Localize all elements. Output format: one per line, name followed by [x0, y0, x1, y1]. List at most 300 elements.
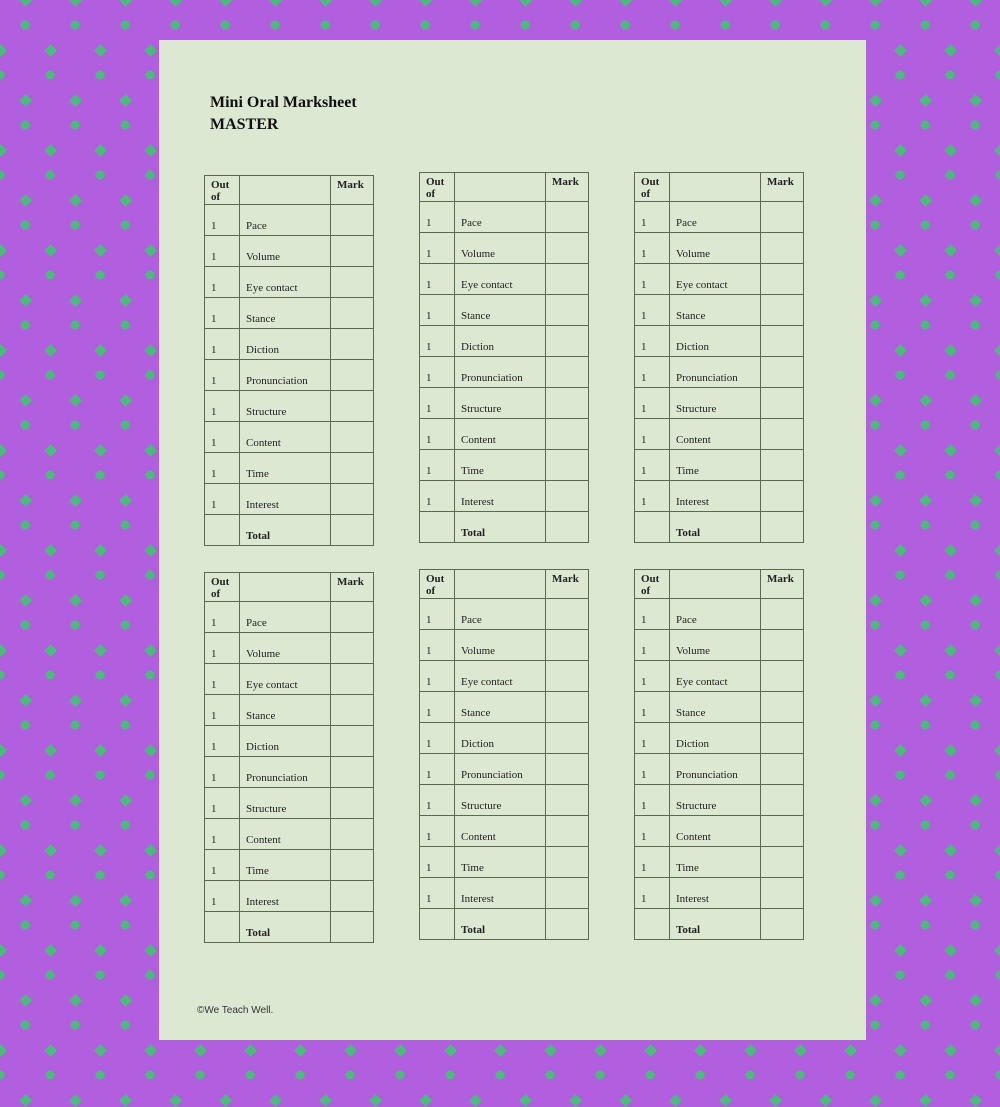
diamond-dot	[119, 194, 132, 207]
mark-cell[interactable]	[546, 264, 589, 295]
diamond-dot	[44, 44, 57, 57]
diamond-dot	[169, 1094, 182, 1107]
out-of-cell: 1	[205, 329, 240, 360]
diamond-dot	[94, 544, 107, 557]
mark-cell[interactable]	[546, 388, 589, 419]
diamond-dot	[244, 1044, 257, 1057]
table-row	[635, 233, 804, 264]
table-row	[205, 819, 374, 850]
out-of-cell: 1	[635, 233, 670, 264]
criterion-cell: Stance	[455, 692, 546, 723]
diamond-dot	[969, 794, 982, 807]
diamond-dot	[944, 144, 957, 157]
out-of-cell: 1	[420, 785, 455, 816]
diamond-dot	[944, 344, 957, 357]
mark-cell[interactable]	[331, 267, 374, 298]
total-mark-cell[interactable]	[761, 512, 804, 543]
mark-cell[interactable]	[546, 785, 589, 816]
mark-cell[interactable]	[331, 757, 374, 788]
out-of-cell: 1	[420, 326, 455, 357]
diamond-dot	[869, 394, 882, 407]
table-row	[635, 202, 804, 233]
header-mark: Mark	[546, 173, 589, 202]
criterion-cell: Eye contact	[455, 264, 546, 295]
diamond-dot	[119, 894, 132, 907]
diamond-dot	[0, 44, 7, 57]
table-header-row	[635, 570, 804, 599]
diamond-dot	[544, 1044, 557, 1057]
marksheet-table-1	[204, 175, 374, 546]
diamond-dot	[19, 494, 32, 507]
mark-cell[interactable]	[761, 326, 804, 357]
criterion-cell: Volume	[455, 233, 546, 264]
mark-cell[interactable]	[546, 630, 589, 661]
mark-cell[interactable]	[331, 298, 374, 329]
diamond-dot	[744, 1044, 757, 1057]
out-of-cell: 1	[635, 785, 670, 816]
diamond-dot	[994, 44, 1000, 57]
table-row	[635, 692, 804, 723]
criterion-cell: Pronunciation	[670, 357, 761, 388]
mark-cell[interactable]	[331, 726, 374, 757]
out-of-cell: 1	[205, 484, 240, 515]
diamond-dot	[969, 94, 982, 107]
diamond-dot	[769, 0, 782, 7]
out-of-cell: 1	[635, 295, 670, 326]
table-row	[635, 450, 804, 481]
table-row	[205, 205, 374, 236]
mark-cell[interactable]	[331, 664, 374, 695]
diamond-dot	[144, 1044, 157, 1057]
diamond-dot	[144, 644, 157, 657]
mark-cell[interactable]	[546, 847, 589, 878]
criterion-cell: Pace	[670, 599, 761, 630]
out-of-cell: 1	[420, 264, 455, 295]
diamond-dot	[894, 544, 907, 557]
out-of-cell: 1	[635, 264, 670, 295]
diamond-dot	[19, 0, 32, 7]
mark-cell[interactable]	[761, 630, 804, 661]
mark-cell[interactable]	[761, 264, 804, 295]
out-of-cell: 1	[635, 419, 670, 450]
diamond-dot	[144, 844, 157, 857]
out-of-cell	[635, 512, 670, 543]
out-of-cell: 1	[420, 723, 455, 754]
criterion-cell: Interest	[455, 878, 546, 909]
table-row	[420, 419, 589, 450]
criterion-cell: Time	[240, 453, 331, 484]
diamond-dot	[994, 644, 1000, 657]
table-header-row	[635, 173, 804, 202]
criterion-cell: Eye contact	[240, 267, 331, 298]
diamond-dot	[869, 0, 882, 7]
diamond-dot	[369, 1094, 382, 1107]
mark-cell[interactable]	[546, 450, 589, 481]
table-row	[205, 267, 374, 298]
table-row	[205, 391, 374, 422]
out-of-cell: 1	[635, 723, 670, 754]
diamond-dot	[69, 694, 82, 707]
out-of-cell: 1	[635, 816, 670, 847]
mark-cell[interactable]	[761, 599, 804, 630]
out-of-cell	[205, 912, 240, 943]
criterion-cell: Pace	[455, 599, 546, 630]
diamond-dot	[419, 1094, 432, 1107]
diamond-dot	[44, 1044, 57, 1057]
diamond-dot	[944, 944, 957, 957]
out-of-cell: 1	[205, 602, 240, 633]
criterion-cell: Interest	[670, 481, 761, 512]
table-row	[420, 326, 589, 357]
diamond-dot	[119, 594, 132, 607]
diamond-dot	[969, 494, 982, 507]
mark-cell[interactable]	[546, 419, 589, 450]
criterion-cell: Time	[670, 847, 761, 878]
diamond-dot	[944, 444, 957, 457]
out-of-cell: 1	[205, 757, 240, 788]
marksheet-table-6	[634, 569, 804, 940]
diamond-dot	[869, 894, 882, 907]
table-row	[205, 329, 374, 360]
diamond-dot	[219, 0, 232, 7]
diamond-dot	[919, 994, 932, 1007]
diamond-dot	[394, 1044, 407, 1057]
mark-cell[interactable]	[546, 692, 589, 723]
total-mark-cell[interactable]	[546, 512, 589, 543]
diamond-dot	[19, 694, 32, 707]
table-header-row	[420, 173, 589, 202]
mark-cell[interactable]	[546, 233, 589, 264]
mark-cell[interactable]	[546, 202, 589, 233]
total-mark-cell[interactable]	[331, 912, 374, 943]
out-of-cell: 1	[205, 360, 240, 391]
mark-cell[interactable]	[546, 357, 589, 388]
criterion-cell: Content	[240, 422, 331, 453]
criterion-cell: Structure	[670, 785, 761, 816]
criterion-cell: Volume	[670, 233, 761, 264]
criterion-cell: Time	[455, 847, 546, 878]
out-of-cell: 1	[420, 692, 455, 723]
diamond-dot	[19, 1094, 32, 1107]
table-row	[635, 295, 804, 326]
header-out-of: Out of	[205, 176, 240, 205]
mark-cell[interactable]	[761, 692, 804, 723]
mark-cell[interactable]	[546, 816, 589, 847]
table-row	[420, 599, 589, 630]
total-row	[205, 515, 374, 546]
mark-cell[interactable]	[331, 422, 374, 453]
criterion-cell: Pronunciation	[240, 360, 331, 391]
table-row	[635, 754, 804, 785]
out-of-cell: 1	[635, 630, 670, 661]
mark-cell[interactable]	[761, 754, 804, 785]
mark-cell[interactable]	[761, 202, 804, 233]
mark-cell[interactable]	[546, 326, 589, 357]
table-row	[205, 236, 374, 267]
criterion-cell: Eye contact	[240, 664, 331, 695]
criterion-cell: Interest	[240, 484, 331, 515]
page-title	[210, 92, 357, 136]
mark-cell[interactable]	[761, 661, 804, 692]
table-row	[420, 481, 589, 512]
table-row	[420, 785, 589, 816]
mark-cell[interactable]	[761, 878, 804, 909]
diamond-dot	[994, 344, 1000, 357]
out-of-cell: 1	[420, 754, 455, 785]
diamond-dot	[44, 544, 57, 557]
table-row	[635, 816, 804, 847]
table-row	[420, 233, 589, 264]
mark-cell[interactable]	[761, 419, 804, 450]
diamond-dot	[969, 294, 982, 307]
out-of-cell: 1	[205, 788, 240, 819]
header-out-of: Out of	[635, 570, 670, 599]
mark-cell[interactable]	[761, 388, 804, 419]
mark-cell[interactable]	[331, 819, 374, 850]
diamond-dot	[869, 294, 882, 307]
diamond-dot	[19, 994, 32, 1007]
out-of-cell: 1	[635, 847, 670, 878]
table-row	[205, 484, 374, 515]
diamond-dot	[869, 494, 882, 507]
mark-cell[interactable]	[331, 329, 374, 360]
total-mark-cell[interactable]	[761, 909, 804, 940]
diamond-dot	[44, 344, 57, 357]
diamond-dot	[819, 1094, 832, 1107]
criterion-cell: Pace	[670, 202, 761, 233]
mark-cell[interactable]	[331, 633, 374, 664]
diamond-dot	[44, 144, 57, 157]
out-of-cell: 1	[420, 878, 455, 909]
copyright-footer: ©We Teach Well.	[197, 1005, 274, 1016]
diamond-dot	[519, 0, 532, 7]
diamond-dot	[944, 644, 957, 657]
diamond-dot	[169, 0, 182, 7]
mark-cell[interactable]	[761, 785, 804, 816]
diamond-dot	[69, 994, 82, 1007]
table-row	[420, 388, 589, 419]
mark-cell[interactable]	[546, 661, 589, 692]
diamond-dot	[19, 394, 32, 407]
out-of-cell: 1	[205, 298, 240, 329]
mark-cell[interactable]	[761, 295, 804, 326]
mark-cell[interactable]	[331, 236, 374, 267]
total-label: Total	[240, 515, 331, 546]
mark-cell[interactable]	[331, 881, 374, 912]
mark-cell[interactable]	[546, 481, 589, 512]
mark-cell[interactable]	[761, 481, 804, 512]
criterion-cell: Structure	[670, 388, 761, 419]
criterion-cell: Interest	[670, 878, 761, 909]
diamond-dot	[69, 494, 82, 507]
mark-cell[interactable]	[331, 391, 374, 422]
total-label: Total	[455, 909, 546, 940]
mark-cell[interactable]	[331, 788, 374, 819]
diamond-dot	[944, 544, 957, 557]
table-row	[420, 450, 589, 481]
diamond-dot	[569, 1094, 582, 1107]
out-of-cell: 1	[205, 236, 240, 267]
table-row	[420, 661, 589, 692]
diamond-dot	[119, 794, 132, 807]
mark-cell[interactable]	[546, 723, 589, 754]
mark-cell[interactable]	[331, 453, 374, 484]
criterion-cell: Stance	[240, 695, 331, 726]
out-of-cell: 1	[205, 633, 240, 664]
out-of-cell: 1	[205, 267, 240, 298]
diamond-dot	[69, 594, 82, 607]
header-mark: Mark	[546, 570, 589, 599]
table-row	[205, 453, 374, 484]
criterion-cell: Diction	[455, 723, 546, 754]
diamond-dot	[0, 944, 7, 957]
criterion-cell: Pace	[240, 205, 331, 236]
diamond-dot	[994, 944, 1000, 957]
diamond-dot	[969, 694, 982, 707]
diamond-dot	[294, 1044, 307, 1057]
total-label: Total	[240, 912, 331, 943]
mark-cell[interactable]	[761, 357, 804, 388]
table-row	[205, 757, 374, 788]
header-out-of: Out of	[420, 173, 455, 202]
mark-cell[interactable]	[761, 723, 804, 754]
diamond-dot	[419, 0, 432, 7]
diamond-dot	[144, 244, 157, 257]
diamond-dot	[944, 1044, 957, 1057]
diamond-dot	[669, 0, 682, 7]
diamond-dot	[94, 344, 107, 357]
diamond-dot	[894, 444, 907, 457]
total-row	[420, 909, 589, 940]
diamond-dot	[769, 1094, 782, 1107]
diamond-dot	[69, 94, 82, 107]
mark-cell[interactable]	[331, 484, 374, 515]
mark-cell[interactable]	[546, 754, 589, 785]
table-row	[420, 754, 589, 785]
table-row	[205, 422, 374, 453]
out-of-cell: 1	[420, 202, 455, 233]
diamond-dot	[144, 444, 157, 457]
diamond-dot	[94, 244, 107, 257]
criterion-cell: Interest	[240, 881, 331, 912]
mark-cell[interactable]	[546, 295, 589, 326]
out-of-cell: 1	[205, 850, 240, 881]
diamond-dot	[44, 744, 57, 757]
diamond-dot	[44, 944, 57, 957]
mark-cell[interactable]	[761, 450, 804, 481]
diamond-dot	[69, 194, 82, 207]
diamond-dot	[994, 244, 1000, 257]
out-of-cell: 1	[205, 726, 240, 757]
total-label: Total	[670, 512, 761, 543]
out-of-cell: 1	[420, 847, 455, 878]
table-row	[635, 357, 804, 388]
mark-cell[interactable]	[546, 599, 589, 630]
out-of-cell: 1	[420, 419, 455, 450]
diamond-dot	[944, 244, 957, 257]
table-row	[635, 326, 804, 357]
mark-cell[interactable]	[761, 816, 804, 847]
diamond-dot	[94, 744, 107, 757]
marksheet-table-5	[419, 569, 589, 940]
mark-cell[interactable]	[761, 847, 804, 878]
mark-cell[interactable]	[331, 695, 374, 726]
criterion-cell: Structure	[240, 391, 331, 422]
out-of-cell: 1	[420, 357, 455, 388]
table-row	[635, 388, 804, 419]
diamond-dot	[994, 744, 1000, 757]
diamond-dot	[894, 644, 907, 657]
total-mark-cell[interactable]	[331, 515, 374, 546]
out-of-cell: 1	[205, 695, 240, 726]
diamond-dot	[994, 544, 1000, 557]
mark-cell[interactable]	[546, 878, 589, 909]
criterion-cell: Pronunciation	[670, 754, 761, 785]
diamond-dot	[994, 1044, 1000, 1057]
diamond-dot	[594, 1044, 607, 1057]
table-row	[635, 723, 804, 754]
diamond-dot	[0, 644, 7, 657]
diamond-dot	[994, 844, 1000, 857]
criterion-cell: Content	[670, 816, 761, 847]
table-row	[635, 661, 804, 692]
diamond-dot	[0, 744, 7, 757]
diamond-dot	[994, 444, 1000, 457]
diamond-dot	[919, 494, 932, 507]
criterion-cell: Pronunciation	[455, 357, 546, 388]
criterion-cell: Interest	[455, 481, 546, 512]
criterion-cell: Diction	[240, 329, 331, 360]
total-mark-cell[interactable]	[546, 909, 589, 940]
diamond-dot	[19, 894, 32, 907]
diamond-dot	[969, 894, 982, 907]
criterion-cell: Diction	[240, 726, 331, 757]
diamond-dot	[919, 894, 932, 907]
total-row	[205, 912, 374, 943]
table-row	[635, 847, 804, 878]
criterion-cell: Eye contact	[455, 661, 546, 692]
mark-cell[interactable]	[331, 205, 374, 236]
diamond-dot	[919, 94, 932, 107]
diamond-dot	[144, 344, 157, 357]
table-row	[205, 602, 374, 633]
criterion-cell: Structure	[455, 785, 546, 816]
out-of-cell	[420, 909, 455, 940]
out-of-cell: 1	[205, 205, 240, 236]
out-of-cell: 1	[635, 599, 670, 630]
diamond-dot	[119, 1094, 132, 1107]
diamond-dot	[719, 0, 732, 7]
mark-cell[interactable]	[331, 360, 374, 391]
diamond-dot	[19, 294, 32, 307]
header-mark: Mark	[331, 573, 374, 602]
diamond-dot	[944, 844, 957, 857]
diamond-dot	[69, 1094, 82, 1107]
criterion-cell: Volume	[455, 630, 546, 661]
criterion-cell: Volume	[670, 630, 761, 661]
marksheet-table-3	[634, 172, 804, 543]
header-criterion	[240, 573, 331, 602]
mark-cell[interactable]	[331, 850, 374, 881]
diamond-dot	[144, 144, 157, 157]
table-row	[205, 360, 374, 391]
table-row	[420, 264, 589, 295]
diamond-dot	[894, 144, 907, 157]
diamond-dot	[669, 1094, 682, 1107]
mark-cell[interactable]	[331, 602, 374, 633]
diamond-dot	[369, 0, 382, 7]
mark-cell[interactable]	[761, 233, 804, 264]
